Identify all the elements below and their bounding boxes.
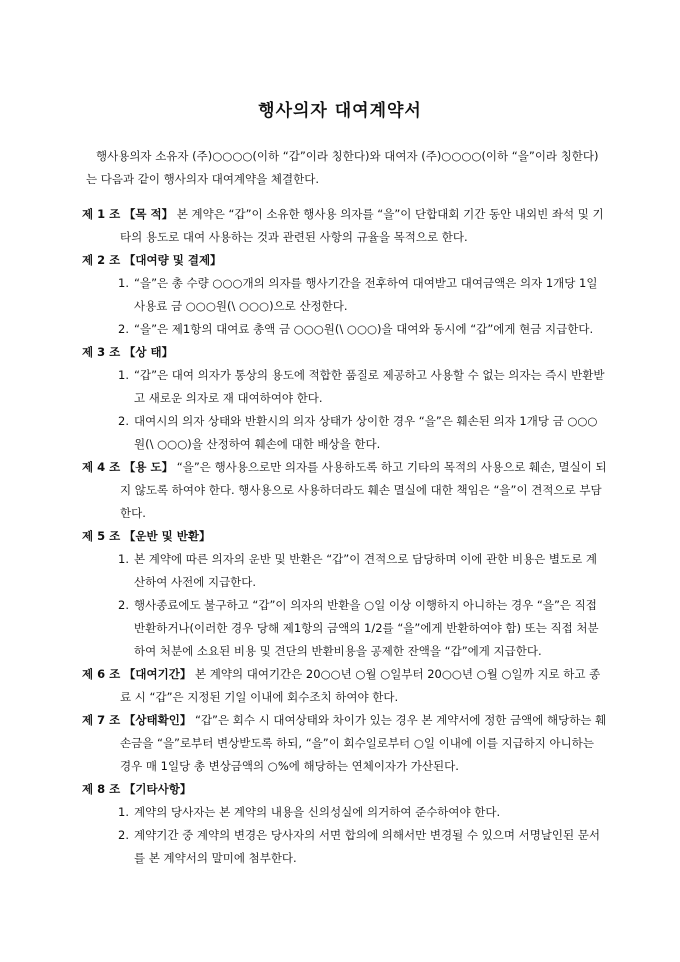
article-heading bbox=[82, 203, 608, 249]
document-title: 행사의자 대여계약서 bbox=[258, 101, 422, 121]
intro-paragraph: 행사용의자 소유자 (주)○○○○(이하 “갑”이라 칭한다)와 대여자 (주)○○○○(이하 “을”이라 칭한다)는 다음과 같이 행사의자 대여계약을 체결한다. bbox=[86, 149, 599, 186]
article-body: 본 계약은 “갑”이 소유한 행사용 의자를 “을”이 단합대회 기간 동안 내외빈 좌석 및 기타의 용도로 대여 사용하는 것과 관련된 사항의 규율을 목적으로 한다. bbox=[120, 207, 604, 244]
articles-list bbox=[82, 203, 608, 870]
article-6 bbox=[82, 663, 608, 709]
item-text: “을”은 총 수량 ○○○개의 의자를 행사기간을 전후하여 대여받고 대여금액은 의자 1개당 1일 사용료 금 ○○○원(\ ○○○)으로 산정한다. bbox=[134, 276, 598, 313]
article-title: 【기타사항】 bbox=[123, 782, 192, 796]
item-number: 1. bbox=[118, 368, 129, 382]
article-2 bbox=[82, 249, 608, 341]
article-items bbox=[82, 548, 608, 663]
article-item bbox=[82, 548, 608, 594]
article-heading bbox=[82, 456, 608, 525]
article-number: 제 4 조 bbox=[82, 460, 121, 474]
article-body: 본 계약의 대여기간은 20○○년 ○월 ○일부터 20○○년 ○월 ○일까 지로 하고 종료 시 “갑”은 지정된 기일 이내에 회수조치 하여야 한다. bbox=[120, 667, 601, 704]
article-item bbox=[82, 272, 608, 318]
item-number: 2. bbox=[118, 828, 129, 842]
article-title: 【대여량 및 결제】 bbox=[123, 253, 222, 267]
item-number: 2. bbox=[118, 598, 129, 612]
article-heading bbox=[82, 341, 608, 364]
article-heading bbox=[82, 249, 608, 272]
item-text: 행사종료에도 불구하고 “갑”이 의자의 반환을 ○일 이상 이행하지 아니하는 경우 “을”은 직접 반환하거나(이러한 경우 당해 제1항의 금액의 1/2를 “을”에게 반환하여야 함) 또는 직접 처분하여 처분에 소요된 비용 및 견단의 반환비용을 공제한 잔액을 “갑”에게 지급한다. bbox=[134, 598, 599, 658]
article-5 bbox=[82, 525, 608, 663]
article-item bbox=[82, 594, 608, 663]
article-8 bbox=[82, 778, 608, 870]
article-items bbox=[82, 801, 608, 870]
article-title: 【상태확인】 bbox=[123, 713, 192, 727]
item-number: 2. bbox=[118, 322, 129, 336]
article-number: 제 1 조 bbox=[82, 207, 121, 221]
article-7 bbox=[82, 709, 608, 778]
article-heading bbox=[82, 663, 608, 709]
article-items bbox=[82, 364, 608, 456]
article-number: 제 8 조 bbox=[82, 782, 121, 796]
item-number: 1. bbox=[118, 552, 129, 566]
item-text: 계약의 당사자는 본 계약의 내용을 신의성실에 의거하여 준수하여야 한다. bbox=[134, 805, 501, 819]
article-number: 제 6 조 bbox=[82, 667, 121, 681]
item-number: 1. bbox=[118, 276, 129, 290]
article-1 bbox=[82, 203, 608, 249]
item-text: 본 계약에 따른 의자의 운반 및 반환은 “갑”이 견적으로 담당하며 이에 관한 비용은 별도로 계산하여 사전에 지급한다. bbox=[134, 552, 598, 589]
article-item bbox=[82, 801, 608, 824]
article-title: 【용 도】 bbox=[123, 460, 174, 474]
item-text: 대여시의 의자 상태와 반환시의 의자 상태가 상이한 경우 “을”은 훼손된 의자 1개당 금 ○○○원(\ ○○○)을 산정하여 훼손에 대한 배상을 한다. bbox=[134, 414, 598, 451]
item-text: “을”은 제1항의 대여료 총액 금 ○○○원(\ ○○○)을 대여와 동시에 “갑”에게 현금 지급한다. bbox=[134, 322, 594, 336]
item-text: “갑”은 대여 의자가 통상의 용도에 적합한 품질로 제공하고 사용할 수 없는 의자는 즉시 반환받고 새로운 의자로 재 대여하여야 한다. bbox=[134, 368, 605, 405]
article-item bbox=[82, 318, 608, 341]
article-item bbox=[82, 410, 608, 456]
article-title: 【목 적】 bbox=[123, 207, 174, 221]
article-number: 제 5 조 bbox=[82, 529, 121, 543]
article-items bbox=[82, 272, 608, 341]
article-body: “갑”은 회수 시 대여상태와 차이가 있는 경우 본 계약서에 정한 금액에 해당하는 훼손금을 “을”로부터 변상받도록 하되, “을”이 회수일로부터 ○일 이내에 이를 지급하지 아니하는 경우 매 1일당 총 변상금액의 ○%에 해당하는 연체이자가 가산된다. bbox=[120, 713, 607, 773]
article-title: 【운반 및 반환】 bbox=[123, 529, 211, 543]
article-heading bbox=[82, 778, 608, 801]
article-body: “을”은 행사용으로만 의자를 사용하도록 하고 기타의 목적의 사용으로 훼손, 멸실이 되지 않도록 하여야 한다. 행사용으로 사용하더라도 훼손 멸실에 대한 책임은 “을”이 견적으로 부담한다. bbox=[120, 460, 607, 520]
article-title: 【대여기간】 bbox=[123, 667, 192, 681]
article-item bbox=[82, 824, 608, 870]
article-title: 【상 태】 bbox=[123, 345, 174, 359]
item-text: 계약기간 중 계약의 변경은 당사자의 서면 합의에 의해서만 변경될 수 있으며 서명날인된 문서를 본 계약서의 말미에 첨부한다. bbox=[134, 828, 601, 865]
article-number: 제 3 조 bbox=[82, 345, 121, 359]
article-heading bbox=[82, 525, 608, 548]
article-number: 제 7 조 bbox=[82, 713, 121, 727]
article-number: 제 2 조 bbox=[82, 253, 121, 267]
article-heading bbox=[82, 709, 608, 778]
article-3 bbox=[82, 341, 608, 456]
item-number: 2. bbox=[118, 414, 129, 428]
article-item bbox=[82, 364, 608, 410]
article-4 bbox=[82, 456, 608, 525]
item-number: 1. bbox=[118, 805, 129, 819]
